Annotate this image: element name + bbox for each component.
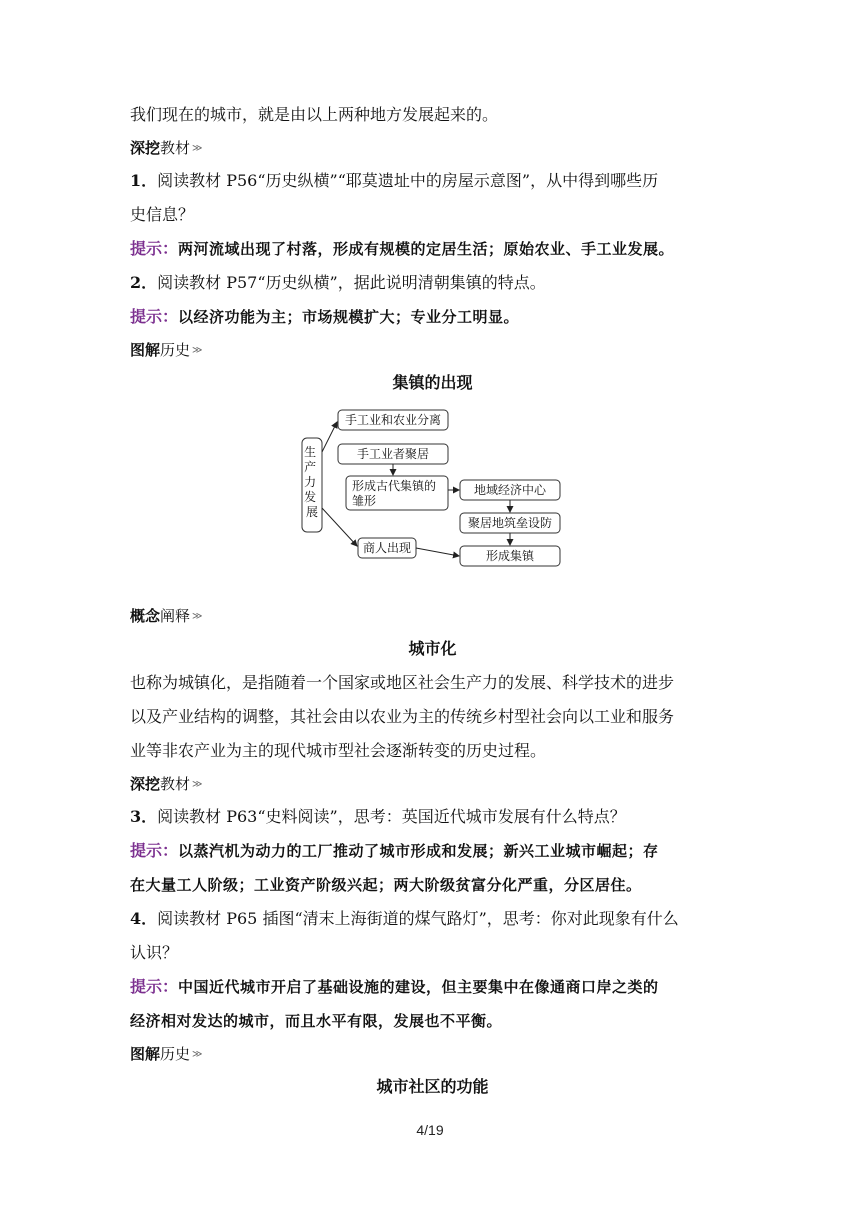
node-handicraft-split-label: 手工业和农业分离 [344, 413, 442, 427]
concept-line: 以及产业结构的调整，其社会由以农业为主的传统乡村型社会向以工业和服务 [130, 707, 675, 726]
hint-label: 提示： [130, 841, 179, 860]
section-label-bold: 深挖 [130, 139, 161, 157]
hint-4 [130, 970, 735, 1004]
section-label-rest: 教材 [160, 775, 191, 793]
question-4-cont: 认识？ [130, 943, 179, 962]
diagram-title: 集镇的出现 [392, 373, 473, 392]
chevron-down-icon: ≫ [192, 778, 203, 790]
hint-4-cont: 经济相对发达的城市，而且水平有限，发展也不平衡。 [130, 1012, 503, 1030]
concept-title: 城市化 [408, 639, 457, 658]
hint-3 [130, 834, 735, 868]
question-1 [130, 164, 735, 198]
node-root-label: 生 产 力 发 展 [304, 445, 319, 519]
section-label-bold: 图解 [130, 341, 161, 359]
hint-label: 提示： [130, 307, 179, 326]
node-merchant-label: 商人出现 [362, 541, 412, 555]
intro-line: 我们现在的城市，就是由以上两种地方发展起来的。 [130, 105, 499, 124]
node-economic-center-label: 地域经济中心 [473, 483, 547, 497]
section-label-explore-2 [130, 768, 735, 800]
question-text: 阅读教材 P57“历史纵横”，据此说明清朝集镇的特点。 [157, 273, 546, 292]
question-2 [130, 266, 735, 300]
hint-label: 提示： [130, 977, 179, 996]
question-3 [130, 800, 735, 834]
question-number: 3． [130, 807, 158, 826]
question-4 [130, 902, 735, 936]
question-number: 1． [130, 171, 158, 190]
section-label-diagram-2 [130, 1038, 735, 1070]
node-market-town-label: 形成集镇 [485, 549, 535, 563]
chevron-down-icon: ≫ [192, 344, 203, 356]
hint-text: 以经济功能为主；市场规模扩大；专业分工明显。 [178, 308, 520, 326]
question-number: 4． [130, 909, 158, 928]
document-body [130, 98, 735, 1104]
section-label-rest: 阐释 [160, 607, 191, 625]
page-number: 4/19 [416, 1122, 444, 1138]
question-text: 阅读教材 P65 插图“清末上海街道的煤气路灯”，思考：你对此现象有什么 [157, 909, 679, 928]
hint-text: 两河流域出现了村落，形成有规模的定居生活；原始农业、手工业发展。 [178, 240, 675, 258]
final-title: 城市社区的功能 [376, 1077, 489, 1096]
section-label-rest: 历史 [160, 341, 191, 359]
node-gather-label: 手工业者聚居 [356, 447, 430, 461]
hint-1 [130, 232, 735, 266]
question-number: 2． [130, 273, 158, 292]
hint-text: 以蒸汽机为动力的工厂推动了城市形成和发展；新兴工业城市崛起；存 [178, 842, 659, 860]
section-label-explore-1 [130, 132, 735, 164]
section-label-bold: 深挖 [130, 775, 161, 793]
node-fortification-label: 聚居地筑垒设防 [467, 516, 553, 530]
question-text: 阅读教材 P56“历史纵横”“耶莫遗址中的房屋示意图”，从中得到哪些历 [157, 171, 659, 190]
section-label-rest: 教材 [160, 139, 191, 157]
flow-diagram [130, 400, 735, 600]
question-1-cont: 史信息？ [130, 205, 195, 224]
flow-diagram-svg [130, 400, 735, 600]
question-text: 阅读教材 P63“史料阅读”，思考：英国近代城市发展有什么特点？ [157, 807, 626, 826]
section-label-concept [130, 600, 735, 632]
section-label-rest: 历史 [160, 1045, 191, 1063]
node-prototype-label: 形成古代集镇的 雏形 [352, 479, 437, 508]
concept-line: 业等非农产业为主的现代城市型社会逐渐转变的历史过程。 [130, 741, 547, 760]
hint-3-cont: 在大量工人阶级；工业资产阶级兴起；两大阶级贫富分化严重，分区居住。 [130, 876, 642, 894]
section-label-diagram-1 [130, 334, 735, 366]
hint-2 [130, 300, 735, 334]
hint-text: 中国近代城市开启了基础设施的建设，但主要集中在像通商口岸之类的 [178, 978, 659, 996]
arrow-root-to-split [322, 422, 337, 452]
concept-line: 也称为城镇化，是指随着一个国家或地区社会生产力的发展、科学技术的进步 [130, 673, 675, 692]
hint-label: 提示： [130, 239, 179, 258]
chevron-down-icon: ≫ [192, 1048, 203, 1060]
chevron-down-icon: ≫ [192, 610, 203, 622]
arrow-merchant-to-town [416, 548, 459, 556]
section-label-bold: 图解 [130, 1045, 161, 1063]
chevron-down-icon: ≫ [192, 142, 203, 154]
arrow-root-to-merchant [322, 508, 357, 546]
section-label-bold: 概念 [130, 607, 161, 625]
